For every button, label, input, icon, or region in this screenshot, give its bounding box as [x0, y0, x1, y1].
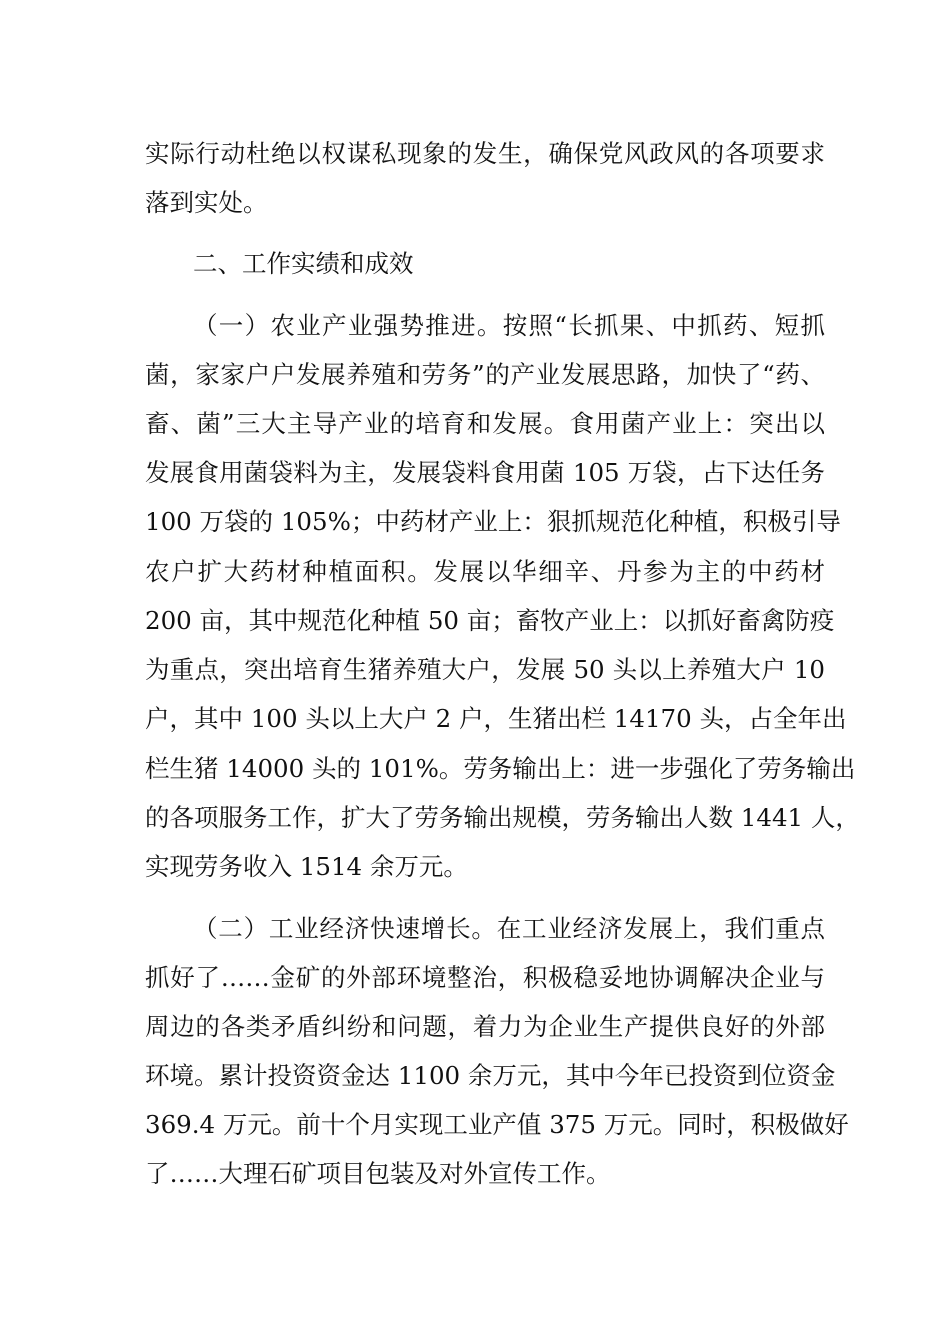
- text-line: （一）农业产业强势推进。按照“长抓果、中抓药、短抓: [193, 311, 825, 340]
- text-line: 周边的各类矛盾纠纷和问题，着力为企业生产提供良好的外部: [145, 1012, 825, 1041]
- text-line: 100 万袋的 105%；中药材产业上：狠抓规范化种植，积极引导: [145, 507, 841, 536]
- text-line: 了……大理石矿项目包装及对外宣传工作。: [145, 1159, 611, 1188]
- text-line: 农户扩大药材种植面积。发展以华细辛、丹参为主的中药材: [145, 557, 825, 586]
- text-line: 发展食用菌袋料为主，发展袋料食用菌 105 万袋，占下达任务: [145, 458, 825, 487]
- text-line: 落到实处。: [145, 188, 268, 217]
- text-line: 户，其中 100 头以上大户 2 户，生猪出栏 14170 头，占全年出: [145, 704, 847, 733]
- text-line: 环境。累计投资资金达 1100 余万元，其中今年已投资到位资金: [145, 1061, 836, 1090]
- text-line: 为重点，突出培育生猪养殖大户，发展 50 头以上养殖大户 10: [145, 655, 825, 684]
- text-line: 畜、菌”三大主导产业的培育和发展。食用菌产业上：突出以: [145, 409, 825, 438]
- text-line: 实现劳务收入 1514 余万元。: [145, 852, 468, 881]
- text-line: 200 亩，其中规范化种植 50 亩；畜牧产业上：以抓好畜禽防疫: [145, 606, 835, 635]
- text-line: 栏生猪 14000 头的 101%。劳务输出上：进一步强化了劳务输出: [145, 754, 856, 783]
- text-line: 抓好了……金矿的外部环境整治，积极稳妥地协调解决企业与: [145, 963, 825, 992]
- section-heading: 二、工作实绩和成效: [193, 249, 414, 278]
- text-line: 菌，家家户户发展养殖和劳务”的产业发展思路，加快了“药、: [145, 360, 825, 389]
- text-line: 369.4 万元。前十个月实现工业产值 375 万元。同时，积极做好: [145, 1110, 849, 1139]
- text-line: 实际行动杜绝以权谋私现象的发生，确保党风政风的各项要求: [145, 139, 825, 168]
- text-line: 的各项服务工作，扩大了劳务输出规模，劳务输出人数 1441 人，: [145, 803, 860, 832]
- text-line: （二）工业经济快速增长。在工业经济发展上，我们重点: [193, 914, 825, 943]
